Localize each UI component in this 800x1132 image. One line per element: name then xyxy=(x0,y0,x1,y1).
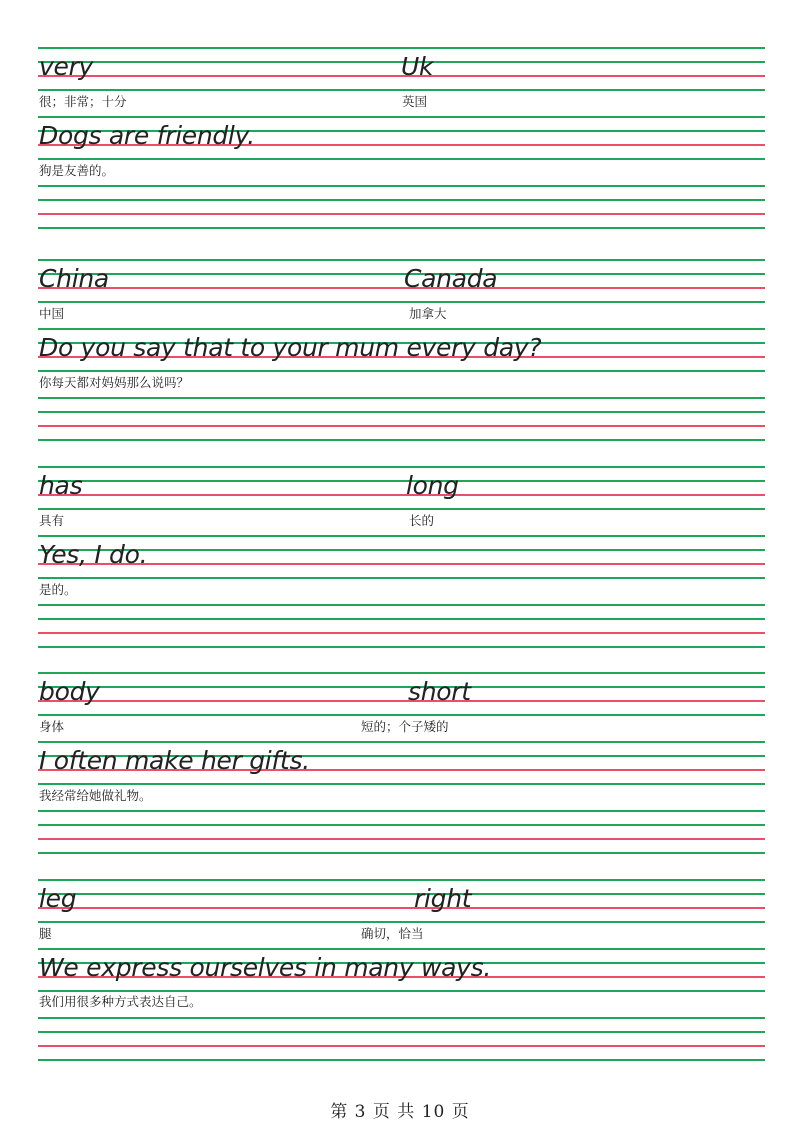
sentence-translation: 狗是友善的。 xyxy=(39,163,115,178)
vocab-word-right: Uk xyxy=(401,52,434,81)
vocab-meaning-left: 具有 xyxy=(39,513,65,528)
vocab-meaning-left: 身体 xyxy=(39,719,65,734)
vocab-meaning-right: 确切，恰当 xyxy=(361,926,424,941)
vocab-word-right: long xyxy=(406,471,459,500)
sentence-translation: 我经常给她做礼物。 xyxy=(39,788,152,803)
vocab-word-right: Canada xyxy=(404,264,498,293)
vocab-meaning-left: 中国 xyxy=(39,306,65,321)
vocab-meaning-right: 加拿大 xyxy=(409,306,447,321)
vocab-word-right: right xyxy=(414,884,472,913)
vocab-word-right: short xyxy=(408,677,471,706)
example-sentence: We express ourselves in many ways. xyxy=(39,953,491,982)
vocab-meaning-right: 英国 xyxy=(402,94,428,109)
sentence-translation: 是的。 xyxy=(39,582,77,597)
vocab-word-left: China xyxy=(39,264,109,293)
vocab-word-left: has xyxy=(39,471,83,500)
example-sentence: Do you say that to your mum every day? xyxy=(39,333,542,362)
vocab-word-left: body xyxy=(39,677,100,706)
example-sentence: Yes, I do. xyxy=(39,540,148,569)
vocab-meaning-left: 腿 xyxy=(39,926,52,941)
vocab-word-left: very xyxy=(39,52,94,81)
example-sentence: I often make her gifts. xyxy=(39,746,310,775)
vocab-meaning-right: 长的 xyxy=(409,513,435,528)
sentence-translation: 你每天都对妈妈那么说吗？ xyxy=(39,375,190,390)
vocab-meaning-left: 很；非常；十分 xyxy=(39,94,127,109)
vocab-word-left: leg xyxy=(39,884,77,913)
sentence-translation: 我们用很多种方式表达自己。 xyxy=(39,994,202,1009)
vocab-meaning-right: 短的；个子矮的 xyxy=(361,719,449,734)
example-sentence: Dogs are friendly. xyxy=(39,121,255,150)
page-number: 第 3 页 共 10 页 xyxy=(330,1102,470,1122)
